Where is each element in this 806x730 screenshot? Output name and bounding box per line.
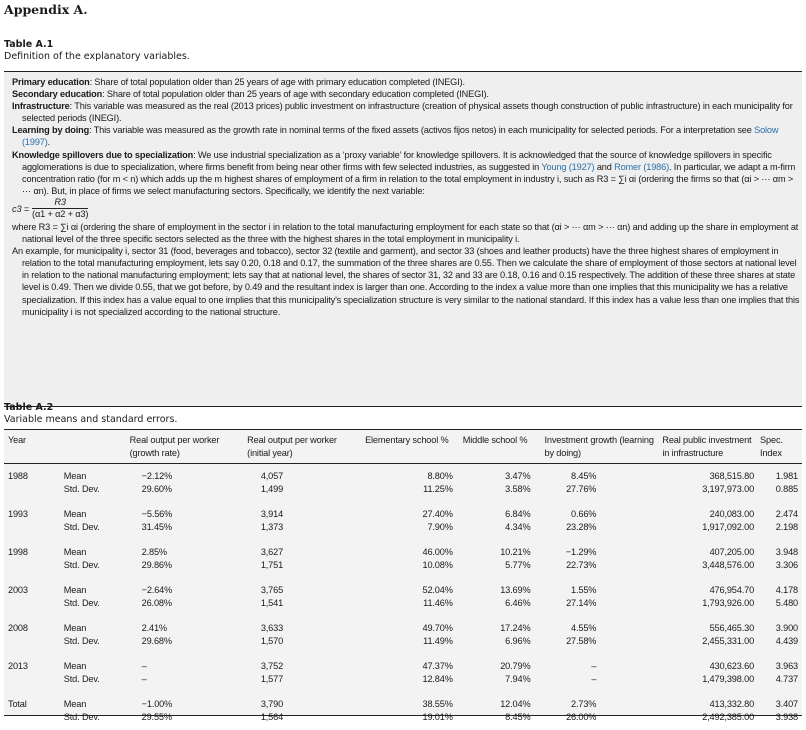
cell-value: 27.40% xyxy=(422,509,453,519)
cell-year: 2013 xyxy=(8,661,28,671)
header-output-initial: Real output per worker (initial year) xyxy=(243,430,361,464)
citation-link-solow[interactable]: Solow (1997) xyxy=(22,125,779,148)
table-row xyxy=(4,654,802,673)
cell-value: 27.14% xyxy=(566,598,597,608)
definition-text: and xyxy=(594,161,615,172)
cell-value: 20.79% xyxy=(500,661,531,671)
cell-year: 2003 xyxy=(8,585,28,595)
cell-value: −1.29% xyxy=(565,547,597,557)
definition-text: : Share of total population older than 25 years of age with primary education completed (INEGI). xyxy=(89,77,465,87)
definition-text: : This variable was measured as the growth rate in nominal terms of the fixed assets (activos fijos netos) in each municipality for selected periods. For a interpretation see xyxy=(89,125,755,136)
cell-value: 2,492,385.00 xyxy=(702,712,755,722)
table-a2-caption xyxy=(4,402,177,426)
cell-value: 10.21% xyxy=(500,547,531,557)
table-header-row xyxy=(4,430,802,464)
equation-c3 xyxy=(12,197,802,221)
definition-term: Infrastructure xyxy=(12,101,70,112)
cell-value: 6.84% xyxy=(505,509,531,519)
cell-value: 13.69% xyxy=(500,585,531,595)
table-row xyxy=(4,578,802,597)
means-table xyxy=(4,430,802,730)
table-a1-caption xyxy=(4,39,190,63)
cell-value: 2.474 xyxy=(775,509,798,519)
cell-value: 27.76% xyxy=(566,484,597,494)
equation-fraction xyxy=(32,197,88,220)
cell-value: 49.70% xyxy=(422,623,453,633)
table-row xyxy=(4,483,802,502)
cell-value: 3.938 xyxy=(775,712,798,722)
cell-value: 1,577 xyxy=(260,674,284,684)
definition-infrastructure xyxy=(12,100,802,124)
definition-learning-by-doing xyxy=(12,124,802,148)
cell-value: 240,083.00 xyxy=(709,509,755,519)
table-a1-box xyxy=(4,71,802,407)
cell-year: 2008 xyxy=(8,623,28,633)
cell-value: 7.94% xyxy=(505,674,531,684)
cell-value: – xyxy=(141,661,147,671)
cell-value: 368,515.80 xyxy=(709,471,755,481)
table-row xyxy=(4,540,802,559)
cell-value: 3.306 xyxy=(775,560,798,570)
cell-year xyxy=(4,673,60,692)
cell-value: 11.46% xyxy=(423,598,453,608)
cell-stat: Mean xyxy=(63,547,87,557)
definition-term: Learning by doing xyxy=(12,125,90,136)
definition-text: . xyxy=(47,137,51,148)
table-row xyxy=(4,711,802,730)
cell-value: 0.885 xyxy=(775,484,798,494)
cell-value: 430,623.60 xyxy=(709,661,755,671)
cell-year: 1993 xyxy=(8,509,28,519)
cell-stat: Mean xyxy=(63,471,87,481)
cell-value: 2.73% xyxy=(571,699,597,709)
cell-value: −5.56% xyxy=(141,509,173,519)
cell-value: 23.28% xyxy=(566,522,597,532)
table-a1-label: Table A.1 xyxy=(4,39,54,50)
cell-value: 1,564 xyxy=(260,712,284,722)
definition-primary-education xyxy=(12,76,802,88)
appendix-title: Appendix A. xyxy=(4,2,88,17)
equation-denominator: (α1 + α2 + α3) xyxy=(32,209,89,220)
cell-value: 1.981 xyxy=(775,471,798,481)
definition-knowledge-spillovers xyxy=(12,149,802,197)
cell-value: 26.08% xyxy=(141,598,172,608)
cell-year xyxy=(4,521,60,540)
cell-value: 1,570 xyxy=(260,636,284,646)
cell-value: 1,917,092.00 xyxy=(702,522,755,532)
definition-term: Secondary education xyxy=(12,89,103,100)
cell-value: 4.439 xyxy=(775,636,798,646)
cell-value: 5.480 xyxy=(775,598,798,608)
cell-value: 1,751 xyxy=(260,560,284,570)
cell-value: 6.96% xyxy=(505,636,531,646)
header-spec-index: Spec. Index xyxy=(756,430,802,464)
cell-value: 2.85% xyxy=(141,547,167,557)
cell-value: 38.55% xyxy=(422,699,453,709)
cell-value: 46.00% xyxy=(422,547,453,557)
cell-year xyxy=(4,711,60,730)
table-row xyxy=(4,521,802,540)
table-row xyxy=(4,673,802,692)
table-row xyxy=(4,559,802,578)
cell-value: 0.66% xyxy=(571,509,597,519)
cell-value: 2.41% xyxy=(141,623,167,633)
cell-value: 1,479,398.00 xyxy=(702,674,755,684)
cell-value: 1.55% xyxy=(571,585,597,595)
cell-stat: Mean xyxy=(63,623,87,633)
cell-value: 8.45% xyxy=(505,712,531,722)
cell-stat: Mean xyxy=(63,699,87,709)
cell-value: 6.46% xyxy=(505,598,531,608)
cell-value: 1,541 xyxy=(260,598,284,608)
cell-value: 29.60% xyxy=(141,484,172,494)
cell-value: 3,448,576.00 xyxy=(702,560,755,570)
cell-value: 17.24% xyxy=(500,623,531,633)
cell-value: 7.90% xyxy=(427,522,453,532)
cell-stat: Std. Dev. xyxy=(63,712,100,722)
cell-value: 1,793,926.00 xyxy=(702,598,755,608)
cell-value: – xyxy=(591,674,597,684)
cell-year xyxy=(4,597,60,616)
cell-stat: Mean xyxy=(63,585,87,595)
cell-value: 3.900 xyxy=(775,623,798,633)
cell-value: – xyxy=(591,661,597,671)
cell-year: Total xyxy=(8,699,27,709)
cell-value: 1,373 xyxy=(260,522,284,532)
table-row xyxy=(4,635,802,654)
definition-secondary-education xyxy=(12,88,802,100)
citation-link-romer[interactable]: Romer (1986) xyxy=(614,161,669,172)
cell-value: 2.198 xyxy=(775,522,798,532)
cell-value: 3,197,973.00 xyxy=(702,484,755,494)
header-investment-growth: Investment growth (learning by doing) xyxy=(540,430,658,464)
cell-value: 413,332.80 xyxy=(709,699,755,709)
table-a2-title: Variable means and standard errors. xyxy=(4,414,178,425)
cell-value: 476,954.70 xyxy=(709,585,755,595)
definition-example: An example, for municipality i, sector 31 (food, beverages and tobacco), sector 32 (textile and garment), and sector 33 (shoes and leather products) have the three highest shares of employment in relation to the total manufacturing employment, lets say 0.20, 0.18 and 0.17, the summation of the three shares are 0.55. Then we calculate the share of employment of those sectors at national level in relation to the national manufacturing employment; lets say that at national level, the shares of sector 31, 32 and 33 are 0.18, 0.16 and 0.15 respectively. The addition of these three shares at state level is 0.49. Then we divide 0.55, that we got before, by 0.49 and the resultant index is larger than one. According to the index a value more than one implies that this municipality we has a relative specialization. If this index has a value equal to one implies that this municipality's specialization structure is very similar to the national standard. If this index has a value less than one implies that this municipality i is not specialized according to the national structure. xyxy=(12,246,800,317)
cell-value: −2.64% xyxy=(141,585,173,595)
definition-term: Primary education xyxy=(12,77,90,87)
cell-value: 3,790 xyxy=(260,699,284,709)
cell-year xyxy=(4,559,60,578)
definitions-list xyxy=(12,76,802,318)
cell-stat: Mean xyxy=(63,661,87,671)
table-a1-title: Definition of the explanatory variables. xyxy=(4,51,190,62)
header-output-growth: Real output per worker (growth rate) xyxy=(126,430,244,464)
table-row xyxy=(4,692,802,711)
cell-value: 3.47% xyxy=(505,471,531,481)
table-row xyxy=(4,597,802,616)
definition-text: . In particular, we adapt a m-firm concentration ratio (for m < n) which adds up the m highest shares of employment of a firm in relation to the total employment in industry i, such as R3 = ∑i αi (ordering the firms so that (αi > ⋯ αm > ⋯ αn). But, in place of firms we select manufacturing sectors. Specifically, we identify the next variable: xyxy=(22,161,796,196)
cell-value: 12.84% xyxy=(422,674,453,684)
cell-value: 11.25% xyxy=(423,484,453,494)
cell-value: 4.34% xyxy=(505,522,531,532)
table-row xyxy=(4,464,802,484)
cell-value: 8.45% xyxy=(571,471,597,481)
cell-value: 12.04% xyxy=(500,699,531,709)
header-public-investment: Real public investment in infrastructure xyxy=(658,430,756,464)
definition-where: where R3 = ∑i αi (ordering the share of employment in the sector i in relation to the total manufacturing employment for each state so that (αi > ⋯ αm > ⋯ αn) and adding up the share in employment at national level of the three specific sectors selected as the three with the highest shares in the total employment in municipality i. xyxy=(12,221,799,245)
cell-year: 1998 xyxy=(8,547,28,557)
cell-value: 556,465.30 xyxy=(709,623,755,633)
cell-value: 3,633 xyxy=(260,623,284,633)
header-middle: Middle school % xyxy=(459,430,541,464)
cell-value: 4.178 xyxy=(775,585,798,595)
cell-value: 5.77% xyxy=(505,560,531,570)
cell-value: 19.01% xyxy=(422,712,453,722)
header-stat xyxy=(60,430,126,464)
cell-value: 4.737 xyxy=(775,674,798,684)
equation-lhs: c3 = xyxy=(12,203,30,214)
cell-year: 1988 xyxy=(8,471,28,481)
cell-value: 407,205.00 xyxy=(709,547,755,557)
cell-value: 3.963 xyxy=(775,661,798,671)
cell-value: 2,455,331.00 xyxy=(702,636,755,646)
cell-stat: Std. Dev. xyxy=(63,560,100,570)
definition-text: : We use industrial specialization as a ‘proxy variable’ for knowledge spillovers. It is acknowledged that the source of knowledge spillovers in specific agglomerations is due to specialization, where firms benefit from being near other firms with few selected industries, as suggested in xyxy=(22,149,772,172)
cell-value: 52.04% xyxy=(422,585,453,595)
cell-value: 3,914 xyxy=(260,509,284,519)
cell-value: 29.55% xyxy=(141,712,172,722)
cell-value: 4,057 xyxy=(260,471,284,481)
cell-year xyxy=(4,483,60,502)
cell-value: 3.58% xyxy=(505,484,531,494)
cell-value: 3,627 xyxy=(260,547,284,557)
cell-value: 3.407 xyxy=(775,699,798,709)
cell-value: −2.12% xyxy=(141,471,173,481)
cell-value: 27.58% xyxy=(566,636,597,646)
cell-year xyxy=(4,635,60,654)
cell-value: 11.49% xyxy=(423,636,453,646)
cell-stat: Std. Dev. xyxy=(63,598,100,608)
citation-link-young[interactable]: Young (1927) xyxy=(541,161,595,172)
equation-numerator: R3 xyxy=(32,197,88,209)
cell-value: 47.37% xyxy=(422,661,453,671)
table-row xyxy=(4,502,802,521)
cell-value: 29.68% xyxy=(141,636,172,646)
cell-value: 22.73% xyxy=(566,560,597,570)
cell-value: 26.00% xyxy=(566,712,597,722)
table-a2-label: Table A.2 xyxy=(4,402,54,413)
cell-value: 1,499 xyxy=(260,484,284,494)
cell-stat: Std. Dev. xyxy=(63,674,100,684)
table-row xyxy=(4,616,802,635)
cell-value: 3,752 xyxy=(260,661,284,671)
header-year: Year xyxy=(4,430,60,464)
table-a2-box xyxy=(4,429,802,722)
cell-value: 8.80% xyxy=(427,471,453,481)
definition-text: : This variable was measured as the real (2013 prices) public investment on infrastructure (creation of physical assets though construction of public infrastructure) in each municipality for selected periods (INEGI). xyxy=(22,101,793,124)
cell-stat: Mean xyxy=(63,509,87,519)
cell-value: −1.00% xyxy=(141,699,173,709)
cell-stat: Std. Dev. xyxy=(63,636,100,646)
cell-value: 3,765 xyxy=(260,585,284,595)
cell-value: 29.86% xyxy=(141,560,172,570)
cell-value: – xyxy=(141,674,147,684)
cell-value: 3.948 xyxy=(775,547,798,557)
cell-value: 10.08% xyxy=(422,560,453,570)
definition-text: : Share of total population older than 25 years of age with secondary education completed (INEGI). xyxy=(102,89,489,100)
cell-stat: Std. Dev. xyxy=(63,522,100,532)
header-elementary: Elementary school % xyxy=(361,430,459,464)
cell-value: 4.55% xyxy=(571,623,597,633)
cell-value: 31.45% xyxy=(141,522,172,532)
definition-term: Knowledge spillovers due to specialization xyxy=(12,149,194,160)
cell-stat: Std. Dev. xyxy=(63,484,100,494)
